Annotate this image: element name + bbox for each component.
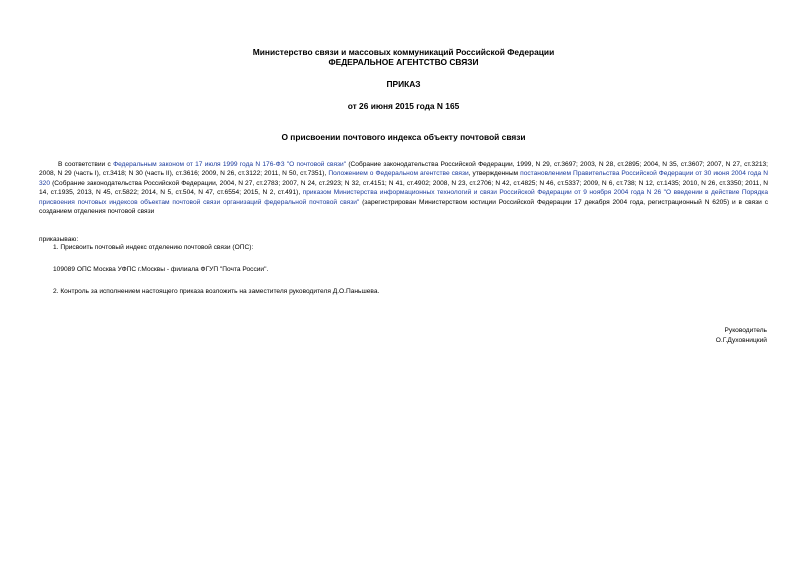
order-item-1: 1. Присвоить почтовый индекс отделению почтовой связи (ОПС): [53, 244, 254, 251]
preamble-text-5: (зарегистрирован Министерством юстиции Российской Федерации 17 декабря 2004 года, регистрационный N 6205) и в связи с созданием отделения почтовой связи [39, 198, 768, 216]
link-government-resolution-320[interactable]: постановлением Правительства Российской Федерации от 30 июня 2004 года N 320 [39, 170, 769, 187]
page-title: О присвоении почтового индекса объекту почтовой связи [281, 132, 526, 142]
agency-heading: ФЕДЕРАЛЬНОЕ АГЕНТСТВО СВЯЗИ [328, 57, 479, 67]
preamble-paragraph [39, 160, 768, 216]
preamble-text-2: (Собрание законодательства Российской Федерации, 1999, N 29, ст.3697; 2003, N 28, ст.2895; 2004, N 35, ст.3607; 2007, N 27, ст.3213; 2008, N 29 (часть I), ст.3418; N 30 (часть II), ст.3616; 2009, N 26, ст.3122; 2011, N 50, ст.7351), [39, 161, 768, 178]
ops-assignment-line: 109089 ОПС Москва УФПС г.Москвы - филиала ФГУП "Почта России". [53, 266, 269, 273]
doc-type-heading: ПРИКАЗ [386, 79, 421, 89]
preamble-text-3: , утвержденным [468, 170, 521, 178]
date-number-heading: от 26 июня 2015 года N 165 [347, 101, 460, 111]
order-item-2: 2. Контроль за исполнением настоящего приказа возложить на заместителя руководителя Д.О.Паньшева. [53, 288, 380, 295]
ministry-heading: Министерство связи и массовых коммуникаций Российской Федерации [252, 47, 555, 57]
link-federal-law-176[interactable]: Федеральным законом от 17 июля 1999 года N 176-ФЗ "О почтовой связи" [113, 161, 347, 168]
prikazyvayu-text: приказываю: [39, 236, 79, 243]
signature-name: О.Г.Духовницкий [715, 337, 767, 344]
preamble-text-1: В соответствии с [58, 161, 114, 168]
signature-position: Руководитель [724, 327, 767, 334]
preamble-text-4: (Собрание законодательства Российской Федерации, 2004, N 27, ст.2783; 2007, N 24, ст.2923; N 32, ст.4151; N 41, ст.4902; 2008, N 23, ст.2706; N 42, ст.4825; N 46, ст.5337; 2009, N 6, ст.738; N 12, ст.1435; 2010, N 26, ст.3350; 2011, N 14, ст.1935, 2013, N 45, ст.5822; 2014, N 5, ст.504, N 47, ст.6554; 2015, N 2, ст.491), [39, 179, 768, 197]
link-ministry-order-26[interactable]: приказом Министерства информационных технологий и связи Российской Федерации от 9 ноября 2004 года N 26 "О введении в действие Порядка присвоения почтовых индексов объектам почтовой связи организаций федеральной почтовой связи" [39, 189, 769, 206]
link-agency-regulation[interactable]: Положением о Федеральном агентстве связи [328, 170, 469, 178]
